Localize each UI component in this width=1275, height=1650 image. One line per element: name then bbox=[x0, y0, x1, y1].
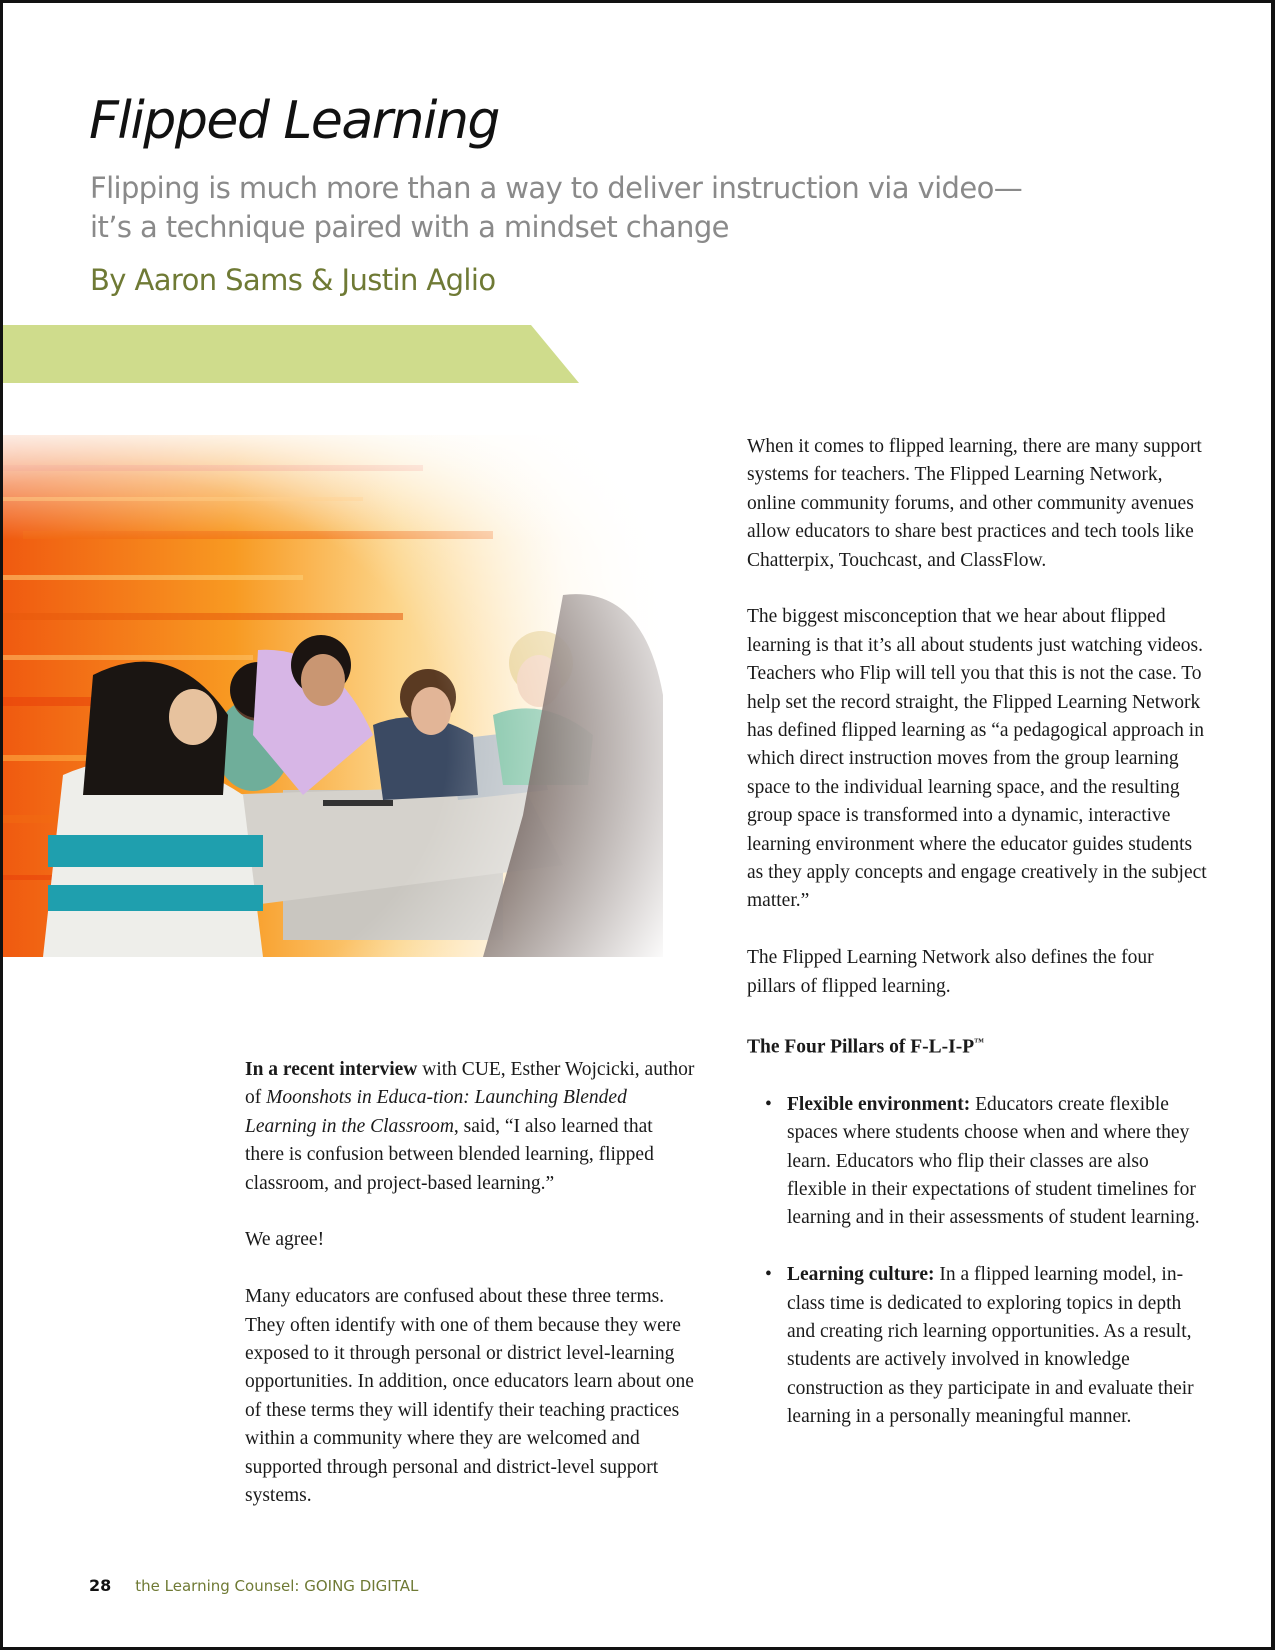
lead-in: In a recent interview bbox=[245, 1059, 418, 1080]
article-title: Flipped Learning bbox=[89, 91, 499, 151]
bullet-icon: • bbox=[765, 1264, 772, 1286]
paragraph: Many educators are confused about these three terms. They often identify with one of them because they were exposed to it through personal or district level-learning opportunities. In addition, once educators learn about one of these terms they will identify their teaching practices within a community where they are welcomed and supported through personal and district-level support systems. bbox=[245, 1286, 694, 1507]
paragraph: The biggest misconception that we hear about flipped learning is that it’s all about students just watching videos. Teachers who Flip will tell you that this is not the case. To help set the record straight, the Flipped Learning Network has defined flipped learning as “a pedagogical approach in which direct instruction moves from the group learning space to the individual learning space, and the resulting group space is transformed into a dynamic, interactive learning environment where the educator guides students as they apply concepts and engage creatively in the subject matter.” bbox=[747, 606, 1207, 912]
paragraph: The Flipped Learning Network also defines the four pillars of flipped learning. bbox=[747, 947, 1154, 997]
paragraph: In a recent interview with CUE, Esther Wojcicki, author of Moonshots in Educa-tion: Launching Blended Learning in the Classroom, said, “I also learned that there is confusion between blended learning, flipped classroom, and project-based learning.” bbox=[245, 1059, 695, 1194]
paragraph: When it comes to flipped learning, there are many support systems for teachers. The Flipped Learning Network, online community forums, and other community avenues allow educators to share best practices and tech tools like Chatterpix, Touchcast, and ClassFlow. bbox=[747, 436, 1202, 571]
green-banner bbox=[3, 325, 579, 383]
left-column bbox=[245, 1056, 695, 1510]
book-title: Moonshots in Educa-tion: Launching Blended Learning in the Classroom bbox=[245, 1087, 627, 1137]
banner-shape bbox=[3, 325, 579, 383]
paragraph: We agree! bbox=[245, 1229, 325, 1251]
list-item: • Learning culture: In a flipped learning model, in-class time is dedicated to exploring topics in depth and creating rich learning opportunities. As a result, students are actively involved in knowledge construction as they participate in and evaluate their learning in a personally meaningful manner. bbox=[747, 1261, 1207, 1431]
bullet-icon: • bbox=[765, 1093, 772, 1115]
subtitle-line-2: it’s a technique paired with a mindset change bbox=[90, 210, 729, 244]
list-item: • Flexible environment: Educators create flexible spaces where students choose when and where they learn. Educators who flip their classes are also flexible in their expectations of student timelines for learning and in their assessments of student learning. bbox=[747, 1091, 1207, 1233]
page-number: 28 bbox=[89, 1576, 112, 1595]
subtitle-line-1: Flipping is much more than a way to deliver instruction via video— bbox=[90, 171, 1023, 205]
publication-name: the Learning Counsel: GOING DIGITAL bbox=[135, 1577, 419, 1595]
right-column bbox=[747, 433, 1207, 1432]
section-subhead: The Four Pillars of F-L-I-P™ bbox=[747, 1036, 985, 1058]
pillars-list bbox=[747, 1091, 1207, 1432]
article-subtitle bbox=[90, 169, 1090, 247]
classroom-photo bbox=[3, 435, 663, 957]
article-byline: By Aaron Sams & Justin Aglio bbox=[90, 263, 496, 297]
page-footer bbox=[89, 1576, 418, 1595]
